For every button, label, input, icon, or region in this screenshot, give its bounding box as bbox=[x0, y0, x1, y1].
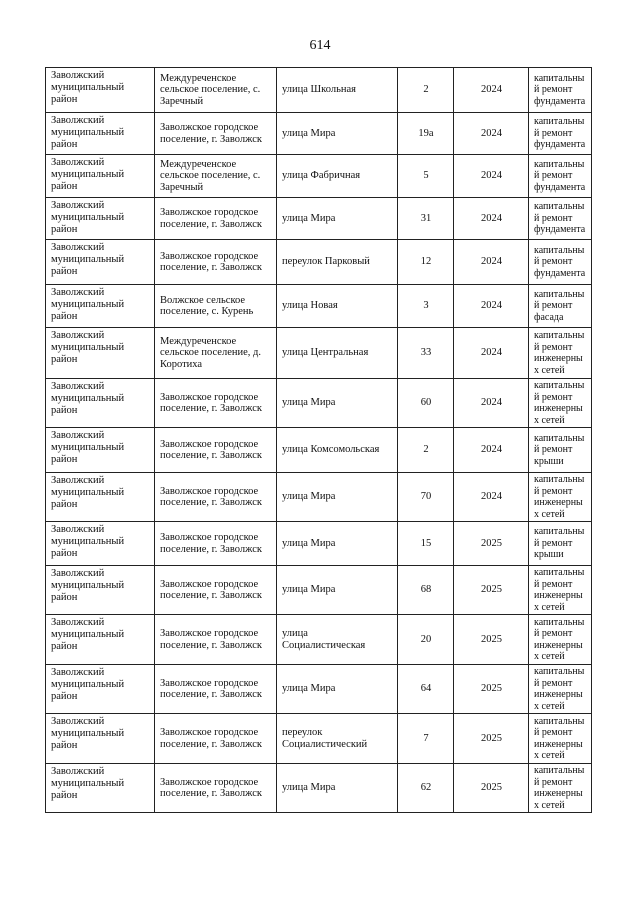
cell-work-type: капитальный ремонт фундамента bbox=[529, 68, 592, 113]
cell-street: улица Новая bbox=[277, 285, 398, 328]
cell-year: 2025 bbox=[454, 566, 529, 615]
cell-settlement: Волжское сельское поселение, с. Курень bbox=[155, 285, 277, 328]
cell-house-number: 62 bbox=[398, 764, 454, 813]
cell-district: Заволжский муниципальный район bbox=[46, 428, 155, 473]
cell-street: улица Мира bbox=[277, 764, 398, 813]
cell-house-number: 19а bbox=[398, 113, 454, 155]
cell-street: улица Фабричная bbox=[277, 155, 398, 198]
table-row bbox=[46, 328, 592, 379]
cell-district: Заволжский муниципальный район bbox=[46, 198, 155, 240]
cell-settlement: Междуреченское сельское поселение, д. Коротиха bbox=[155, 328, 277, 379]
cell-work-type: капитальный ремонт инженерных сетей bbox=[529, 473, 592, 522]
cell-settlement: Междуреченское сельское поселение, с. Заречный bbox=[155, 155, 277, 198]
cell-district: Заволжский муниципальный район bbox=[46, 68, 155, 113]
cell-house-number: 60 bbox=[398, 379, 454, 428]
cell-year: 2024 bbox=[454, 68, 529, 113]
cell-year: 2025 bbox=[454, 615, 529, 665]
cell-settlement: Заволжское городское поселение, г. Заволжск bbox=[155, 764, 277, 813]
cell-work-type: капитальный ремонт фундамента bbox=[529, 240, 592, 285]
table-row bbox=[46, 155, 592, 198]
cell-year: 2024 bbox=[454, 473, 529, 522]
cell-settlement: Заволжское городское поселение, г. Заволжск bbox=[155, 473, 277, 522]
cell-settlement: Заволжское городское поселение, г. Заволжск bbox=[155, 113, 277, 155]
cell-work-type: капитальный ремонт фундамента bbox=[529, 113, 592, 155]
cell-work-type: капитальный ремонт инженерных сетей bbox=[529, 714, 592, 764]
cell-year: 2025 bbox=[454, 522, 529, 566]
repair-schedule-table bbox=[45, 67, 592, 813]
table-row bbox=[46, 764, 592, 813]
cell-house-number: 5 bbox=[398, 155, 454, 198]
cell-work-type: капитальный ремонт инженерных сетей bbox=[529, 328, 592, 379]
cell-settlement: Заволжское городское поселение, г. Заволжск bbox=[155, 522, 277, 566]
table-row bbox=[46, 665, 592, 714]
cell-district: Заволжский муниципальный район bbox=[46, 328, 155, 379]
table-row bbox=[46, 285, 592, 328]
cell-street: улица Школьная bbox=[277, 68, 398, 113]
cell-settlement: Заволжское городское поселение, г. Заволжск bbox=[155, 379, 277, 428]
cell-district: Заволжский муниципальный район bbox=[46, 473, 155, 522]
cell-year: 2024 bbox=[454, 428, 529, 473]
table-row bbox=[46, 240, 592, 285]
cell-settlement: Заволжское городское поселение, г. Заволжск bbox=[155, 240, 277, 285]
table-row bbox=[46, 113, 592, 155]
cell-district: Заволжский муниципальный район bbox=[46, 665, 155, 714]
cell-street: улица Мира bbox=[277, 566, 398, 615]
cell-work-type: капитальный ремонт инженерных сетей bbox=[529, 764, 592, 813]
cell-district: Заволжский муниципальный район bbox=[46, 285, 155, 328]
table-row bbox=[46, 615, 592, 665]
cell-district: Заволжский муниципальный район bbox=[46, 113, 155, 155]
cell-settlement: Заволжское городское поселение, г. Заволжск bbox=[155, 198, 277, 240]
cell-district: Заволжский муниципальный район bbox=[46, 714, 155, 764]
cell-settlement: Заволжское городское поселение, г. Заволжск bbox=[155, 665, 277, 714]
cell-house-number: 7 bbox=[398, 714, 454, 764]
cell-house-number: 64 bbox=[398, 665, 454, 714]
table-row bbox=[46, 428, 592, 473]
table-row bbox=[46, 379, 592, 428]
cell-year: 2024 bbox=[454, 379, 529, 428]
cell-year: 2025 bbox=[454, 665, 529, 714]
cell-work-type: капитальный ремонт инженерных сетей bbox=[529, 379, 592, 428]
cell-work-type: капитальный ремонт крыши bbox=[529, 428, 592, 473]
cell-settlement: Заволжское городское поселение, г. Заволжск bbox=[155, 428, 277, 473]
cell-district: Заволжский муниципальный район bbox=[46, 566, 155, 615]
cell-street: улица Мира bbox=[277, 379, 398, 428]
cell-settlement: Междуреченское сельское поселение, с. Заречный bbox=[155, 68, 277, 113]
cell-work-type: капитальный ремонт крыши bbox=[529, 522, 592, 566]
cell-street: улица Центральная bbox=[277, 328, 398, 379]
cell-house-number: 70 bbox=[398, 473, 454, 522]
cell-year: 2024 bbox=[454, 198, 529, 240]
cell-house-number: 33 bbox=[398, 328, 454, 379]
cell-work-type: капитальный ремонт фундамента bbox=[529, 198, 592, 240]
cell-year: 2024 bbox=[454, 328, 529, 379]
cell-street: улица Социалистическая bbox=[277, 615, 398, 665]
table-row bbox=[46, 473, 592, 522]
table-row bbox=[46, 68, 592, 113]
table-row bbox=[46, 566, 592, 615]
cell-street: улица Мира bbox=[277, 473, 398, 522]
cell-street: переулок Социалистический bbox=[277, 714, 398, 764]
cell-street: улица Мира bbox=[277, 665, 398, 714]
table-body bbox=[46, 68, 592, 813]
cell-street: переулок Парковый bbox=[277, 240, 398, 285]
cell-house-number: 3 bbox=[398, 285, 454, 328]
cell-district: Заволжский муниципальный район bbox=[46, 155, 155, 198]
cell-street: улица Мира bbox=[277, 113, 398, 155]
cell-district: Заволжский муниципальный район bbox=[46, 379, 155, 428]
cell-house-number: 20 bbox=[398, 615, 454, 665]
cell-settlement: Заволжское городское поселение, г. Заволжск bbox=[155, 566, 277, 615]
table-row bbox=[46, 198, 592, 240]
cell-work-type: капитальный ремонт фасада bbox=[529, 285, 592, 328]
cell-house-number: 12 bbox=[398, 240, 454, 285]
cell-house-number: 15 bbox=[398, 522, 454, 566]
cell-district: Заволжский муниципальный район bbox=[46, 615, 155, 665]
cell-year: 2024 bbox=[454, 285, 529, 328]
cell-work-type: капитальный ремонт инженерных сетей bbox=[529, 665, 592, 714]
cell-year: 2024 bbox=[454, 113, 529, 155]
cell-house-number: 31 bbox=[398, 198, 454, 240]
cell-district: Заволжский муниципальный район bbox=[46, 522, 155, 566]
cell-district: Заволжский муниципальный район bbox=[46, 240, 155, 285]
cell-year: 2025 bbox=[454, 764, 529, 813]
cell-house-number: 2 bbox=[398, 68, 454, 113]
table-row bbox=[46, 714, 592, 764]
table-row bbox=[46, 522, 592, 566]
cell-street: улица Комсомольская bbox=[277, 428, 398, 473]
page-number: 614 bbox=[309, 38, 331, 53]
cell-house-number: 68 bbox=[398, 566, 454, 615]
cell-year: 2024 bbox=[454, 240, 529, 285]
cell-work-type: капитальный ремонт инженерных сетей bbox=[529, 615, 592, 665]
cell-work-type: капитальный ремонт фундамента bbox=[529, 155, 592, 198]
cell-street: улица Мира bbox=[277, 522, 398, 566]
cell-settlement: Заволжское городское поселение, г. Заволжск bbox=[155, 714, 277, 764]
cell-work-type: капитальный ремонт инженерных сетей bbox=[529, 566, 592, 615]
cell-year: 2025 bbox=[454, 714, 529, 764]
cell-year: 2024 bbox=[454, 155, 529, 198]
cell-street: улица Мира bbox=[277, 198, 398, 240]
cell-settlement: Заволжское городское поселение, г. Заволжск bbox=[155, 615, 277, 665]
cell-house-number: 2 bbox=[398, 428, 454, 473]
cell-district: Заволжский муниципальный район bbox=[46, 764, 155, 813]
